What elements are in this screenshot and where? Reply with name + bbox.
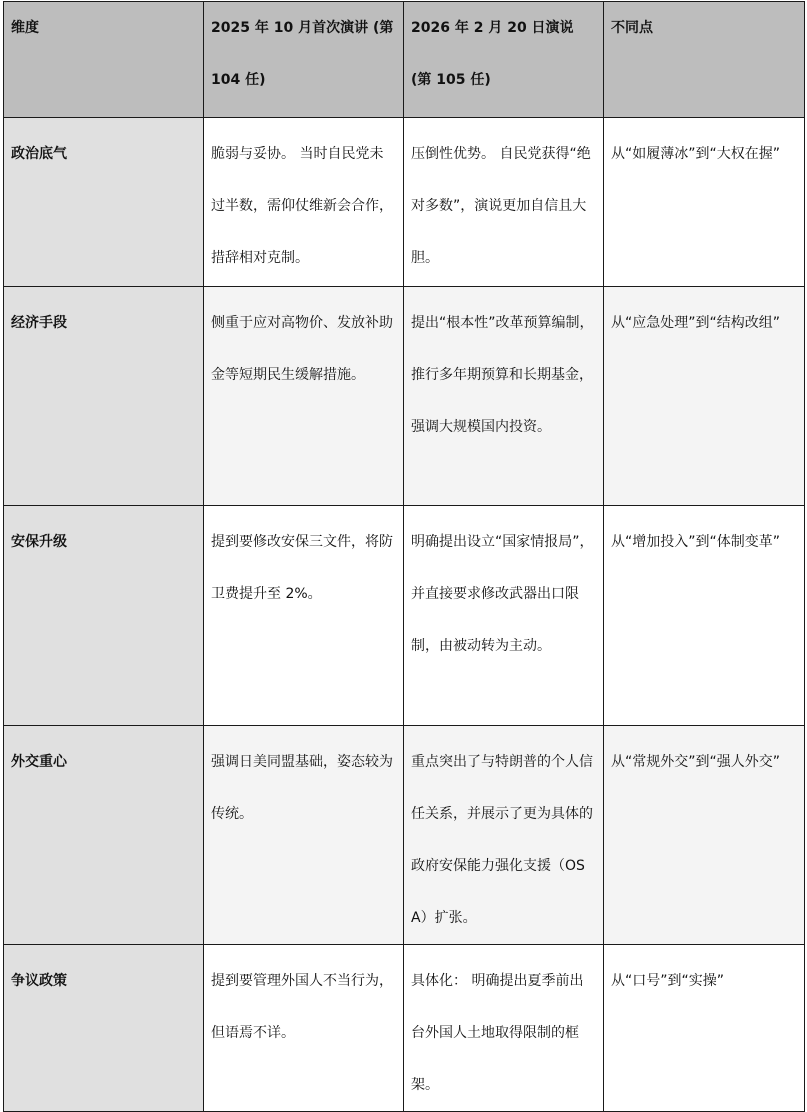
dimension-cell: 争议政策 — [4, 945, 204, 1112]
speech-2026-cell: 压倒性优势。 自民党获得“绝对多数”，演说更加自信且大胆。 — [404, 118, 604, 287]
header-dimension: 维度 — [4, 2, 204, 118]
speech-2026-cell: 提出“根本性”改革预算编制，推行多年期预算和长期基金，强调大规模国内投资。 — [404, 287, 604, 506]
dimension-cell: 政治底气 — [4, 118, 204, 287]
speech-2026-cell: 具体化： 明确提出夏季前出台外国人土地取得限制的框架。 — [404, 945, 604, 1112]
difference-cell: 从“应急处理”到“结构改组” — [604, 287, 805, 506]
difference-cell: 从“增加投入”到“体制变革” — [604, 506, 805, 726]
table-row — [4, 726, 805, 945]
speech-2025-cell: 提到要管理外国人不当行为，但语焉不详。 — [204, 945, 404, 1112]
table-row — [4, 945, 805, 1112]
dimension-cell: 经济手段 — [4, 287, 204, 506]
dimension-cell: 安保升级 — [4, 506, 204, 726]
table-row — [4, 287, 805, 506]
speech-2025-cell: 侧重于应对高物价、发放补助金等短期民生缓解措施。 — [204, 287, 404, 506]
difference-cell: 从“如履薄冰”到“大权在握” — [604, 118, 805, 287]
table-header-row — [4, 2, 805, 118]
header-speech-2025: 2025 年 10 月首次演讲 (第 104 任) — [204, 2, 404, 118]
table-row — [4, 118, 805, 287]
header-differences: 不同点 — [604, 2, 805, 118]
speech-2026-cell: 明确提出设立“国家情报局”，并直接要求修改武器出口限制，由被动转为主动。 — [404, 506, 604, 726]
speech-2026-cell: 重点突出了与特朗普的个人信任关系，并展示了更为具体的政府安保能力强化支援（OSA）扩张。 — [404, 726, 604, 945]
difference-cell: 从“口号”到“实操” — [604, 945, 805, 1112]
header-speech-2026: 2026 年 2 月 20 日演说 (第 105 任) — [404, 2, 604, 118]
dimension-cell: 外交重心 — [4, 726, 204, 945]
speech-2025-cell: 提到要修改安保三文件，将防卫费提升至 2%。 — [204, 506, 404, 726]
difference-cell: 从“常规外交”到“强人外交” — [604, 726, 805, 945]
table-row — [4, 506, 805, 726]
speech-2025-cell: 脆弱与妥协。 当时自民党未过半数，需仰仗维新会合作，措辞相对克制。 — [204, 118, 404, 287]
comparison-table — [3, 1, 805, 1112]
speech-2025-cell: 强调日美同盟基础，姿态较为传统。 — [204, 726, 404, 945]
